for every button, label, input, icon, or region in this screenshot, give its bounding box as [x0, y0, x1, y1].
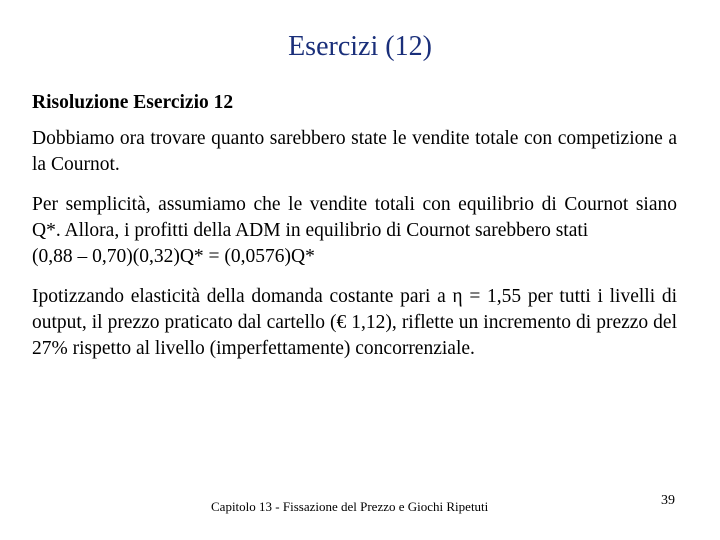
paragraph-cournot-sales: Dobbiamo ora trovare quanto sarebbero state le vendite totale con competizione a la Cournot. — [32, 128, 677, 175]
page-number: 39 — [661, 493, 675, 508]
slide-title: Esercizi (12) — [288, 31, 432, 62]
section-heading: Risoluzione Esercizio 12 — [32, 92, 234, 113]
paragraph-adm-profits-text: Per semplicità, assumiamo che le vendite totali con equilibrio di Cournot siano Q*. Allora, i profitti della ADM in equilibrio di Cournot sarebbero stati — [32, 194, 677, 241]
slide-content — [32, 90, 677, 362]
paragraph-elasticity: Ipotizzando elasticità della domanda costante pari a η = 1,55 per tutti i livelli di output, il prezzo praticato dal cartello (€ 1,12), riflette un incremento di prezzo del 27% rispetto al livello (imperfettamente) concorrenziale. — [32, 286, 677, 359]
paragraph-adm-profits — [32, 192, 677, 270]
paragraph-adm-profits-formula: (0,88 – 0,70)(0,32)Q* = (0,0576)Q* — [32, 246, 315, 267]
footer-chapter-text: Capitolo 13 - Fissazione del Prezzo e Giochi Ripetuti — [211, 499, 489, 514]
